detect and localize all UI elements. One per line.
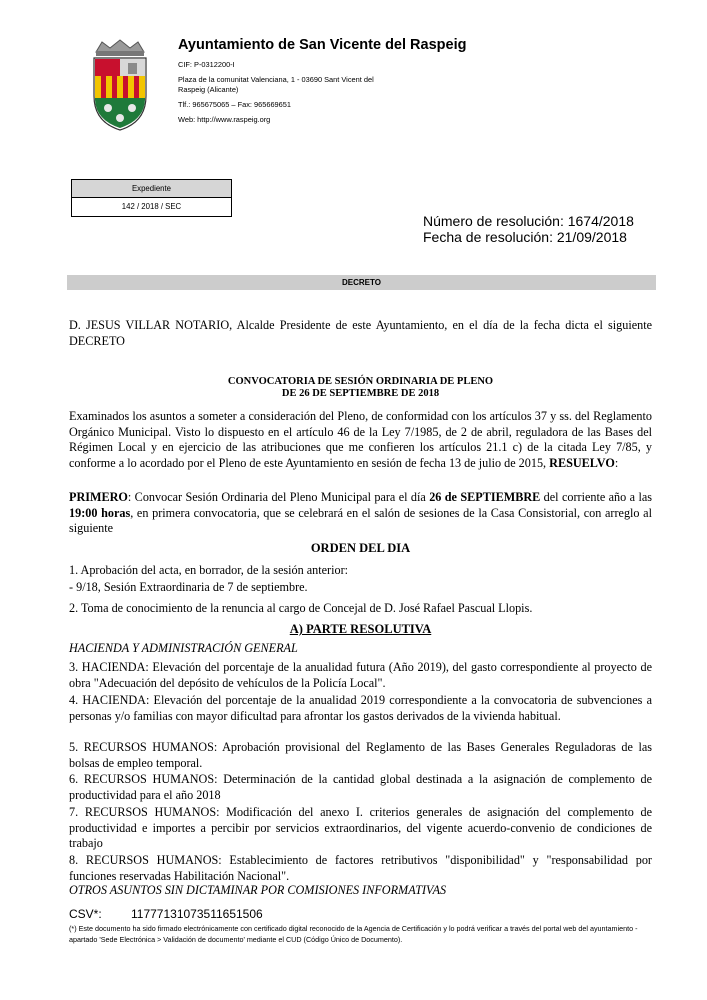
agenda-item-5: 5. RECURSOS HUMANOS: Aprobación provisional del Reglamento de las Bases Generales Reguladoras de las bolsas de empleo temporal. bbox=[69, 740, 652, 770]
expediente-box bbox=[71, 179, 232, 217]
csv-label: CSV*: bbox=[69, 907, 102, 921]
resolution-date: Fecha de resolución: 21/09/2018 bbox=[423, 229, 627, 245]
agenda-item-6: 6. RECURSOS HUMANOS: Determinación de la cantidad global destinada a la asignación de complemento de productividad para el año 2018 bbox=[69, 772, 652, 802]
csv-value: 11777131073511651506 bbox=[131, 907, 263, 921]
orden-del-dia-heading: ORDEN DEL DIA bbox=[310, 541, 411, 555]
expediente-value: 142 / 2018 / SEC bbox=[121, 202, 182, 211]
primero-time: 19:00 horas bbox=[69, 505, 131, 520]
phone-fax: Tlf.: 965675065 – Fax: 965669651 bbox=[178, 100, 291, 109]
agenda-item-1: 1. Aprobación del acta, en borrador, de la sesión anterior: bbox=[69, 563, 349, 577]
csv-line bbox=[69, 907, 263, 921]
primero-paragraph bbox=[69, 490, 652, 537]
agenda-item-7: 7. RECURSOS HUMANOS: Modificación del anexo I. criterios generales de asignación del complemento de productividad e importes a percibir por servicios extraordinarios, del vigente acuerdo-convenio de condiciones de trabajo bbox=[69, 805, 652, 851]
signature-footnote: (*) Este documento ha sido firmado electrónicamente con certificado digital reconocido de la Agencia de Certificación y lo podrá verificar a través del portal web del ayuntamiento - apartado 'Sede Electrónica > Validación de documento' mediante el CUD (Código Único de Documento). bbox=[69, 924, 638, 944]
agenda-item-8: 8. RECURSOS HUMANOS: Establecimiento de factores retributivos "disponibilidad" y "responsabilidad por funciones reservadas Habilitación Nacional". bbox=[69, 853, 652, 883]
expediente-label: Expediente bbox=[72, 180, 231, 198]
address-line-2: Raspeig (Alicante) bbox=[178, 85, 239, 94]
intro-paragraph: D. JESUS VILLAR NOTARIO, Alcalde Presidente de este Ayuntamiento, en el día de la fecha dicta el siguiente DECRETO bbox=[69, 318, 652, 348]
website: Web: http://www.raspeig.org bbox=[178, 115, 271, 124]
agenda-item-3: 3. HACIENDA: Elevación del porcentaje de la anualidad futura (Año 2019), del gasto correspondiente al proyecto de obra "Adecuación del depósito de vehículos de la Policía Local". bbox=[69, 660, 652, 690]
primero-text-2: del corriente año a las bbox=[540, 490, 652, 504]
resuelvo-label: RESUELVO bbox=[549, 455, 615, 470]
agenda-item-2: 2. Toma de conocimiento de la renuncia al cargo de Concejal de D. José Rafael Pascual Llopis. bbox=[69, 601, 533, 615]
resuelvo-colon: : bbox=[614, 455, 619, 470]
convocatoria-title: CONVOCATORIA DE SESIÓN ORDINARIA DE PLENO bbox=[227, 376, 494, 387]
decreto-bar: DECRETO bbox=[67, 275, 656, 290]
examined-text: Examinados los asuntos a someter a consideración del Pleno, de conformidad con los artículos 37 y ss. del Reglamento Orgánico Municipal. Visto lo dispuesto en el artículo 46 de la Ley 7/1985, de 2 de abril, reguladora de las Bases del Régimen Local y en ejercicio de las atribuciones que me confieren los artículos 21.1 c) de la citada Ley 7/85, y conforme a lo acordado por el Pleno de este Ayuntamiento en sesión de fecha 13 de julio de 2015, bbox=[69, 409, 652, 470]
address-line-1: Plaza de la comunitat Valenciana, 1 - 03690 Sant Vicent del bbox=[178, 75, 374, 84]
agenda-item-1a: - 9/18, Sesión Extraordinaria de 7 de septiembre. bbox=[69, 580, 308, 594]
agenda-item-4: 4. HACIENDA: Elevación del porcentaje de la anualidad 2019 correspondiente a la convocatoria de subvenciones a personas y/o familias con mayor dificultad para afrontar los gastos derivados de la vivienda habitual. bbox=[69, 693, 652, 723]
otros-asuntos: OTROS ASUNTOS SIN DICTAMINAR POR COMISIONES INFORMATIVAS bbox=[69, 883, 447, 897]
resolution-number: Número de resolución: 1674/2018 bbox=[423, 213, 634, 229]
primero-text-3: , en primera convocatoria, que se celebrará en el salón de sesiones de la Casa Consistorial, con arreglo al siguiente bbox=[69, 505, 652, 536]
coat-of-arms-logo bbox=[86, 38, 154, 132]
cif: CIF: P-0312200-I bbox=[178, 60, 235, 69]
parte-resolutiva-heading: A) PARTE RESOLUTIVA bbox=[289, 622, 432, 636]
org-name: Ayuntamiento de San Vicente del Raspeig bbox=[178, 37, 467, 53]
primero-text-1: : Convocar Sesión Ordinaria del Pleno Municipal para el día bbox=[127, 490, 430, 504]
primero-label: PRIMERO bbox=[69, 490, 128, 504]
primero-date: 26 de SEPTIEMBRE bbox=[429, 490, 541, 504]
section-hacienda: HACIENDA Y ADMINISTRACIÓN GENERAL bbox=[69, 641, 298, 655]
examined-paragraph bbox=[69, 409, 652, 471]
convocatoria-subtitle: DE 26 DE SEPTIEMBRE DE 2018 bbox=[281, 388, 440, 399]
